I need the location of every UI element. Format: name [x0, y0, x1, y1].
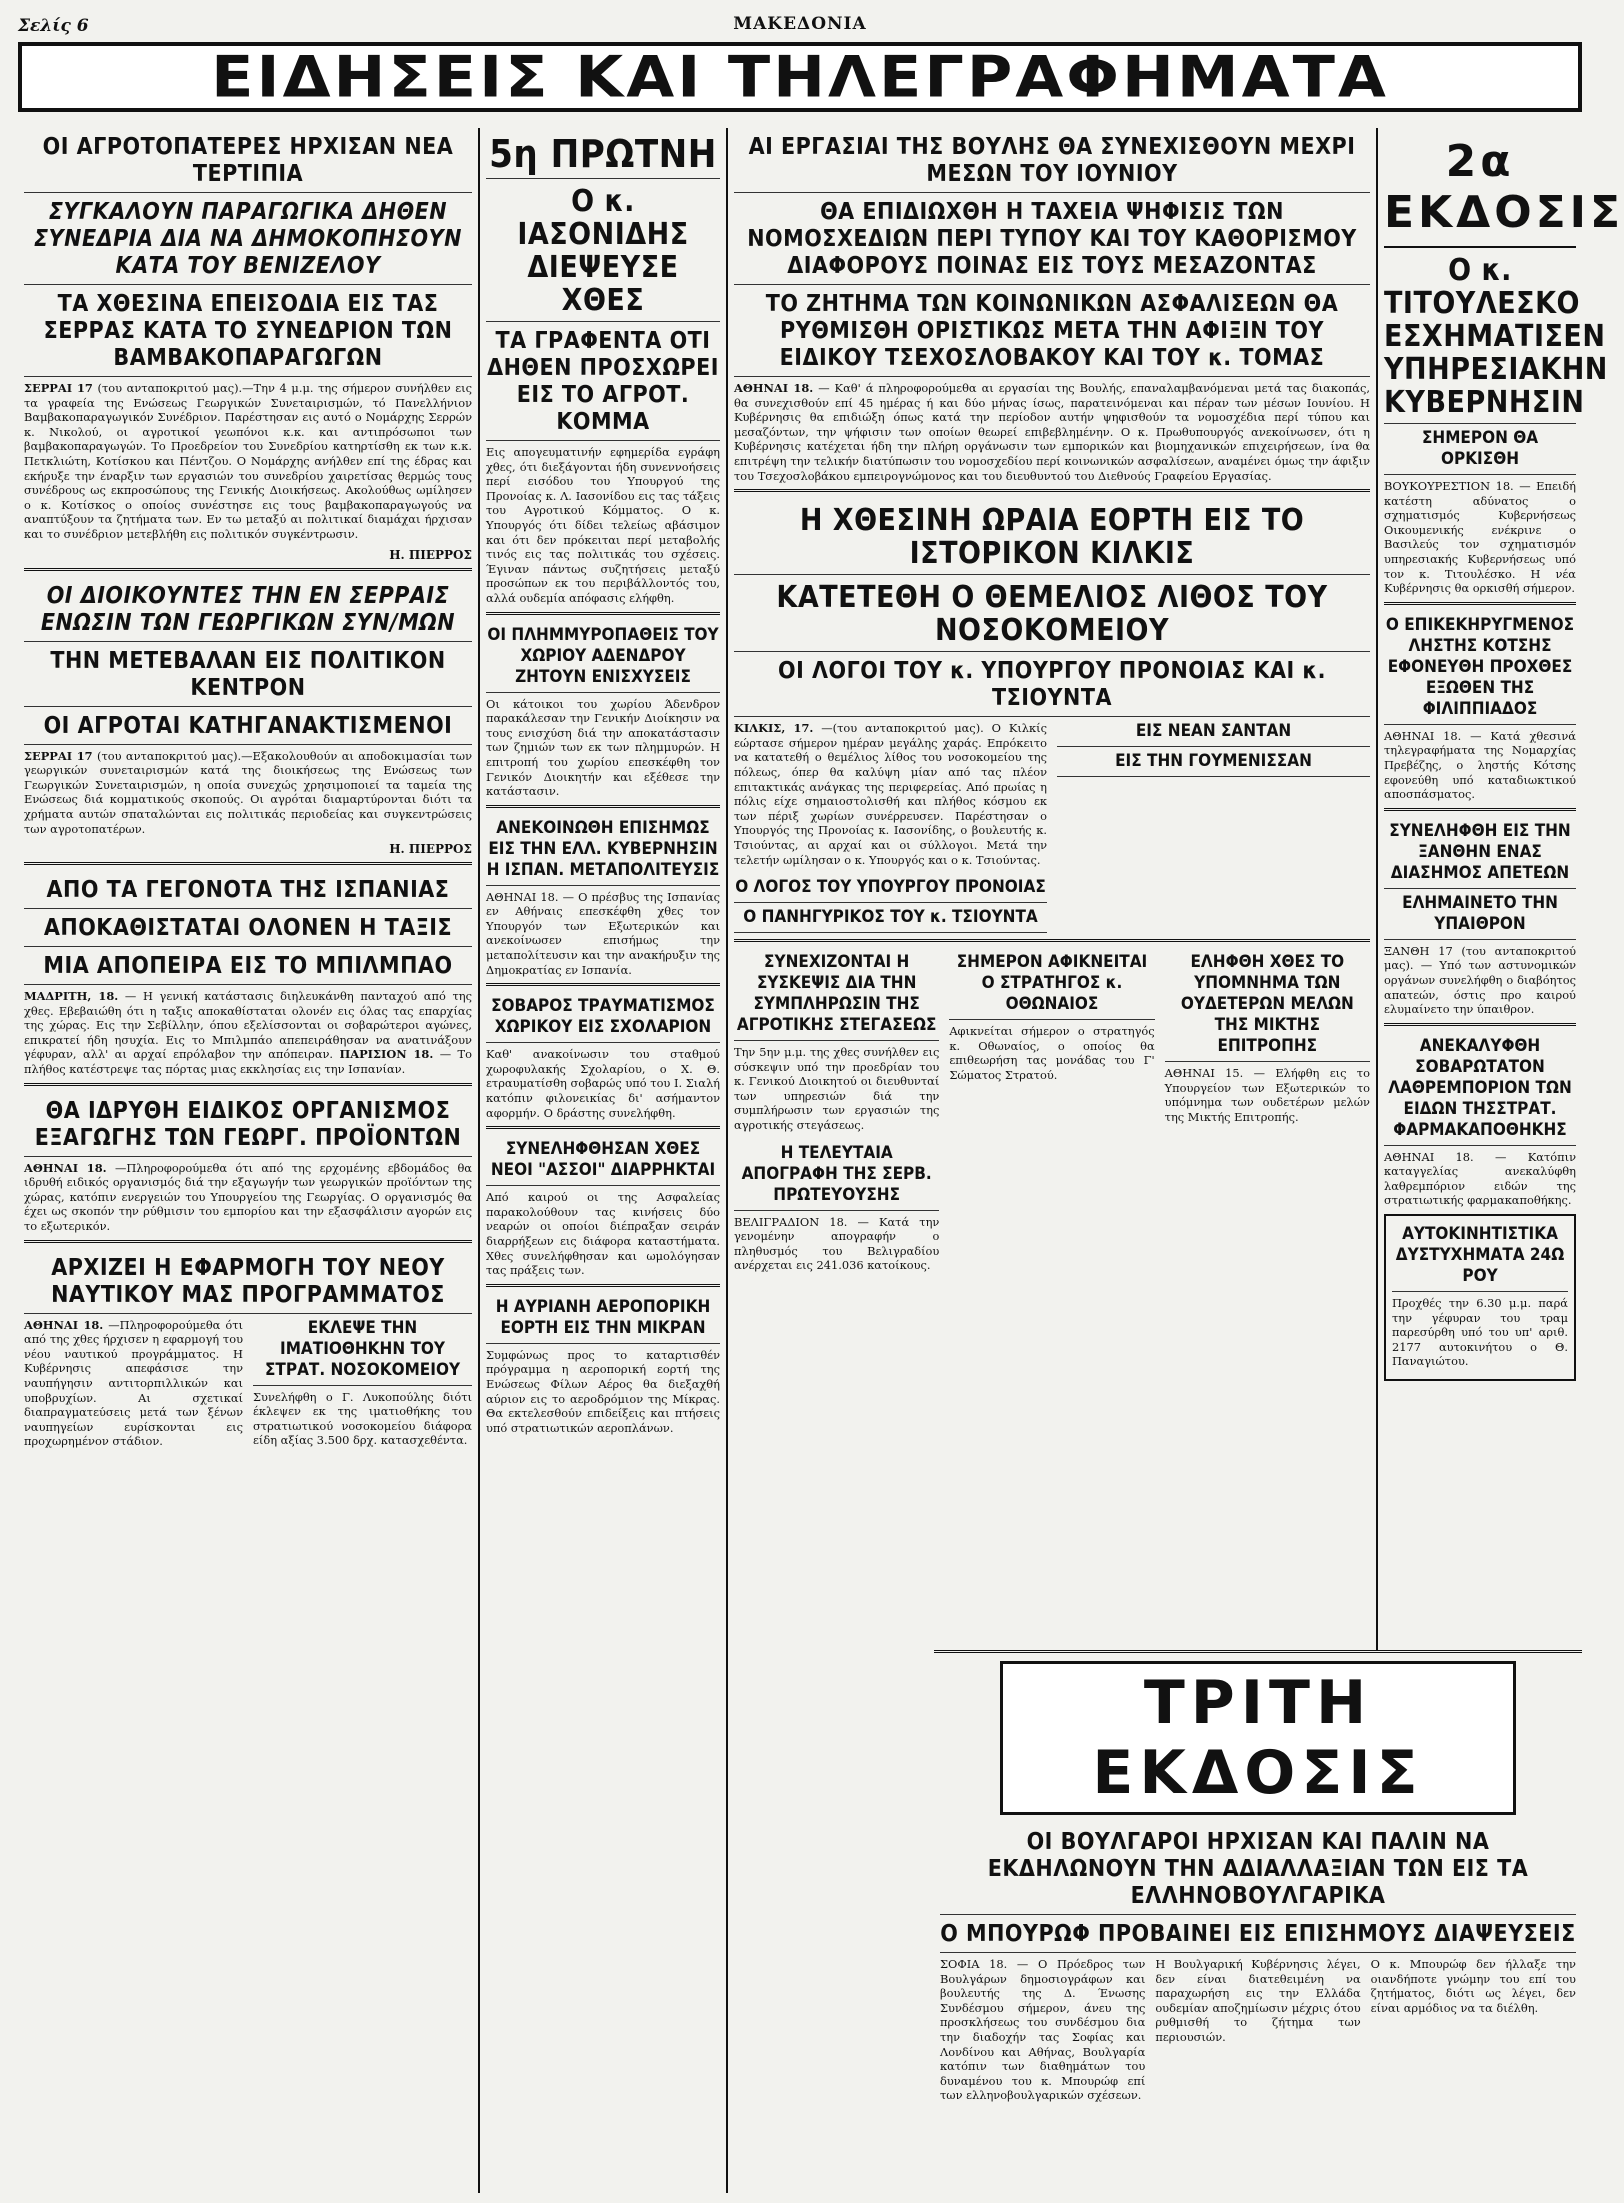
article-body [24, 1318, 243, 1449]
article-text: (του ανταποκριτού μας).—Εξακολουθούν αι αποδοκιμασίαι των γεωργικών συνεταιρισμών κατά της διοικήσεως της Ενώσεως των Γεωργικών Συνεταιρισμών, η οποία συνεχώς χρησιμοποιεί τα ταμεία της Ενώσεως διά κομματικούς σκοπούς. Οι αγρόται διαμαρτύρονται διότι τα χρήματα αυτών σπαταλώνται εις πολιτικάς περιοδείας και συγκεντρώσεις των αγροτοπατέρων. [24, 748, 472, 836]
subheading: Ο ΛΟΓΟΣ ΤΟΥ ΥΠΟΥΡΓΟΥ ΠΡΟΝΟΙΑΣ [734, 873, 1047, 903]
text-column [734, 717, 1047, 933]
edition-banner: 2α ΕΚΔΟΣΙΣ [1384, 128, 1576, 248]
article-body [24, 381, 472, 542]
dateline: ΚΙΛΚΙΣ, 17. [734, 721, 814, 736]
article-text: Ο κ. Μπουρώφ δεν ήλλαξε την οιανδήποτε γνώμην του επί του ζητήματος, διότι ως λέγει, δεν είναι αρμόδιος να τα διέλθη. [1370, 1957, 1576, 2015]
headline: ΘΑ ΕΠΙΔΙΩΧΘΗ Η ΤΑΧΕΙΑ ΨΗΦΙΣΙΣ ΤΩΝ ΝΟΜΟΣΧΕΔΙΩΝ ΠΕΡΙ ΤΥΠΟΥ ΚΑΙ ΤΟΥ ΚΑΘΟΡΙΣΜΟΥ ΔΙΑΦΟΡΟΥΣ ΠΟΙΝΑΣ ΕΙΣ ΤΟΥΣ ΜΕΣΑΖΟΝΤΑΣ [734, 193, 1370, 285]
headline: ΤΑ ΓΡΑΦΕΝΤΑ ΟΤΙ ΔΗΘΕΝ ΠΡΟΣΧΩΡΕΙ ΕΙΣ ΤΟ ΑΓΡΟΤ. ΚΟΜΜΑ [486, 322, 720, 441]
article-text: —Πληροφορούμεθα ότι από της χθες ήρχισεν η εφαρμογή του νέου ναυτικού προγράμματος. Η Κυβέρνησις απεφάσισε την ναυπήγησιν αντιτορπιλλικών και υποβρυχίων. Αι σχετικαί διαπραγματεύσεις μετά των ξένων ναυπηγείων ευρίσκονται εις προχωρημένον στάδιον. [24, 1317, 243, 1449]
headline: ΜΙΑ ΑΠΟΠΕΙΡΑ ΕΙΣ ΤΟ ΜΠΙΛΜΠΑΟ [24, 947, 472, 985]
headline: Ο ΜΠΟΥΡΩΦ ΠΡΟΒΑΙΝΕΙ ΕΙΣ ΕΠΙΣΗΜΟΥΣ ΔΙΑΨΕΥΣΕΙΣ [940, 1915, 1576, 1953]
headline: ΤΟ ΖΗΤΗΜΑ ΤΩΝ ΚΟΙΝΩΝΙΚΩΝ ΑΣΦΑΛΙΣΕΩΝ ΘΑ ΡΥΘΜΙΣΘΗ ΟΡΙΣΤΙΚΩΣ ΜΕΤΑ ΤΗΝ ΑΦΙΞΙΝ ΤΟΥ ΕΙΔΙΚΟΥ ΤΣΕΧΟΣΛΟΒΑΚΟΥ ΚΑΙ ΤΟΥ κ. ΤΟΜΑΣ [734, 285, 1370, 377]
article-text: Προχθές την 6.30 μ.μ. παρά την γέφυραν του τραμ παρεσύρθη υπό του υπ' αριθ. 2177 αυτοκινήτου ο Θ. Παναγιώτου. [1392, 1296, 1568, 1369]
headline: ΟΙ ΑΓΡΟΤΟΠΑΤΕΡΕΣ ΗΡΧΙΣΑΝ ΝΕΑ ΤΕΡΤΙΠΙΑ [24, 128, 472, 193]
subheading: Ο ΠΑΝΗΓΥΡΙΚΟΣ ΤΟΥ κ. ΤΣΙΟΥΝΤΑ [734, 903, 1047, 933]
article-text: ΒΟΥΚΟΥΡΕΣΤΙΟΝ 18. — Επειδή κατέστη αδύνατος ο σχηματισμός Κυβερνήσεως Οικουμενικής ενέκρινε ο Βασιλεύς τον σχηματισμόν υπηρεσιακής Κυβερνήσεως υπό τον κ. Τιτουλέσκο. Η νέα Κυβέρνησις θα ορκισθή σήμερον. [1384, 479, 1576, 596]
article-text: (του ανταποκριτού μας).—Την 4 μ.μ. της σήμερον συνήλθεν εις τα γραφεία της Ενώσεως Γεωργικών Συνεταιρισμών, τό Πανελλήνιον Βαμβακοπαραγωγικόν Συνέδριον. Παρέστησαν εις αυτό ο Νομάρχης Σερρών κ. Νικολού, οι αγροτικοί γεωπόνοι κ.κ. και αντιπρόσωποι των βαμβακοπαραγωγών. Το Προεδρείον του Συνεδρίου κατηρτίσθη εκ των κ.κ. Πετκλιώτη, Κοτίσκου και Πέντζου. Ο Νομάρχης ανήλθεν επί της έδρας και εκήρυξε την έναρξιν των εργασιών του συνεδρίου χαιρετίσας θερμώς τους συνέδρους ως εκπροσώπους της Γενικής Διοικήσεως. Ακολούθως ωμίλησεν ο κ. Κοτίσκος ο οποίος συνέστησε εις τους βαμβακοπαραγωγούς να αναπτύξουν τα ζητήματα των. Εν τω μεταξύ αι πολιτικαί διαμάχαι ήρχισαν και το συνέδριον μετεβλήθη εις πολιτικόν συγκέντρωσιν. [24, 381, 472, 541]
headline: ΕΛΗΦΘΗ ΧΘΕΣ ΤΟ ΥΠΟΜΝΗΜΑ ΤΩΝ ΟΥΔΕΤΕΡΩΝ ΜΕΛΩΝ ΤΗΣ ΜΙΚΤΗΣ ΕΠΙΤΡΟΠΗΣ [1165, 948, 1370, 1062]
headline: Η ΧΘΕΣΙΝΗ ΩΡΑΙΑ ΕΟΡΤΗ ΕΙΣ ΤΟ ΙΣΤΟΡΙΚΟΝ ΚΙΛΚΙΣ [734, 498, 1370, 575]
dateline: ΑΘΗΝΑΙ 18. [24, 1160, 107, 1175]
article-text: Από καιρού οι της Ασφαλείας παρακολούθουν τας κινήσεις δύο νεαρών οι οποίοι διέπραξαν σειράν διαρρήξεων εις διάφορα καταστήματα. Χθες συνελήφθησαν και ωμολόγησαν τας πράξεις των. [486, 1190, 720, 1278]
headline: ΟΙ ΠΛΗΜΜΥΡΟΠΑΘΕΙΣ ΤΟΥ ΧΩΡΙΟΥ ΑΔΕΝΔΡΟΥ ΖΗΤΟΥΝ ΕΝΙΣΧΥΣΕΙΣ [486, 621, 720, 693]
newspaper-page [18, 10, 1624, 2193]
headline: ΟΙ ΔΙΟΙΚΟΥΝΤΕΣ ΤΗΝ ΕΝ ΣΕΡΡΑΙΣ ΕΝΩΣΙΝ ΤΩΝ ΓΕΩΡΓΙΚΩΝ ΣΥΝ/ΜΩΝ [24, 577, 472, 642]
masthead-title: ΕΙΔΗΣΕΙΣ ΚΑΙ ΤΗΛΕΓΡΑΦΗΜΑΤΑ [211, 42, 1389, 111]
article-text: — Καθ' ά πληροφορούμεθα αι εργασίαι της Βουλής, επαναλαμβανόμεναι μετά τας διακοπάς, θα συνεχισθούν επί 45 ημέρας ή και δύο μήνας ίσως, παρατεινόμεναι και πέραν των μέσων Ιουνίου. Η Κυβέρνησις θα επιδιώξη όπως κατά την περίοδον αυτήν ψηφισθούν τα νομοσχέδια περί τύπου και μεσαζόντων, την ψήφισιν των οποίων θεωρεί επιβεβλημένην. Ο κ. Πρωθυπουργός ανεκοίνωσεν, ότι η Κυβέρνησις κατέχεται ήδη την πλήρη οργάνωσιν των εμπορικών και βιομηχανικών επιχειρήσεων, ίνα θα επιτρέψη την τελικήν διατύπωσιν του νομοσχεδίου περί κοινωνικών ασφαλίσεων, αναμένει όμως την άφιξιν του Τσεχοσλοβάκου εμπειρογνώμονος και του διευθυντού του Διεθνούς Γραφείου Εργασίας. [734, 381, 1370, 483]
headline: ΑΝΕΚΑΛΥΦΘΗ ΣΟΒΑΡΩΤΑΤΟΝ ΛΑΘΡΕΜΠΟΡΙΟΝ ΤΩΝ ΕΙΔΩΝ ΤΗΣΣΤΡΑΤ. ΦΑΡΜΑΚΑΠΟΘΗΚΗΣ [1384, 1032, 1576, 1146]
signature: Η. ΠΙΕΡΡΟΣ [389, 547, 472, 562]
article-text: Την 5ην μ.μ. της χθες συνήλθεν εις σύσκεψιν υπό την προεδρίαν του κ. Γενικού Διοικητού οι διευθυνταί των υπηρεσιών διά την συμπλήρωσιν των εργασιών της αγροτικής στεγάσεως. [734, 1045, 940, 1133]
article-text: ΑΘΗΝΑΙ 18. — Κατόπιν καταγγελίας ανεκαλύφθη λαθρεμπόριον ειδών της στρατιωτικής φαρμακαποθήκης. [1384, 1149, 1576, 1208]
top-line [18, 10, 1582, 42]
dateline: ΣΕΡΡΑΙ 17 [24, 381, 93, 395]
headline: Ο κ. ΙΑΣΟΝΙΔΗΣ ΔΙΕΨΕΥΣΕ ΧΘΕΣ [486, 179, 720, 322]
column-2 [480, 128, 728, 2193]
subheading: ΕΙΣ ΝΕΑΝ ΣΑΝΤΑΝ [1057, 717, 1370, 747]
headline: ΟΙ ΒΟΥΛΓΑΡΟΙ ΗΡΧΙΣΑΝ ΚΑΙ ΠΑΛΙΝ ΝΑ ΕΚΔΗΛΩΝΟΥΝ ΤΗΝ ΑΔΙΑΛΛΑΞΙΑΝ ΤΩΝ ΕΙΣ ΤΑ ΕΛΛΗΝΟΒΟΥΛΓΑΡΙΚΑ [940, 1823, 1576, 1915]
article-text: Η Βουλγαρική Κυβέρνησις λέγει, δεν είναι διατεθειμένη να παραχωρήση εις την Ελλάδα ουδεμίαν αποζημίωσιν μέχρις ότου ρυθμισθή το ζήτημα των περιουσιών. [1155, 1957, 1361, 2044]
article-text: — Το πλήθος κατέστρεψε τας πόρτας μιας εκκλησίας εις την Ισπανίαν. [24, 1047, 473, 1077]
headline: ΑΥΤΟΚΙΝΗΤΙΣΤΙΚΑ ΔΥΣΤΥΧΗΜΑΤΑ 24Ω ΡΟΥ [1392, 1220, 1568, 1292]
page-number: Σελίς 6 [18, 16, 89, 36]
headline: ΟΙ ΑΓΡΟΤΑΙ ΚΑΤΗΓΑΝΑΚΤΙΣΜΕΝΟΙ [24, 707, 472, 745]
dateline: ΑΘΗΝΑΙ 18. [734, 381, 814, 395]
dateline: ΠΑΡΙΣΙΟΝ 18. [339, 1047, 434, 1062]
headline: ΣΟΒΑΡΟΣ ΤΡΑΥΜΑΤΙΣΜΟΣ ΧΩΡΙΚΟΥ ΕΙΣ ΣΧΟΛΑΡΙΟΝ [486, 992, 720, 1043]
two-column-text [24, 1314, 472, 1455]
dateline: ΜΑΔΡΙΤΗ, 18. [24, 989, 119, 1004]
edition-banner: ΤΡΙΤΗ ΕΚΔΟΣΙΣ [1000, 1661, 1516, 1815]
text-column [1057, 717, 1370, 933]
three-briefs [734, 948, 1370, 1279]
article-text: ΑΘΗΝΑΙ 18. — Κατά χθεσινά τηλεγραφήματα της Νομαρχίας Πρεβέζης, ο ληστής Κότσης εφονεύθη υπό καταδιωκτικού αποσπάσματος. [1384, 728, 1576, 802]
third-edition-block [934, 1650, 1582, 2193]
dateline: ΑΘΗΝΑΙ 18. [24, 1317, 104, 1332]
headline: ΤΗΝ ΜΕΤΕΒΑΛΑΝ ΕΙΣ ΠΟΛΙΤΙΚΟΝ ΚΕΝΤΡΟΝ [24, 642, 472, 707]
headline: ΣΥΝΕΧΙΖΟΝΤΑΙ Η ΣΥΣΚΕΨΙΣ ΔΙΑ ΤΗΝ ΣΥΜΠΛΗΡΩΣΙΝ ΤΗΣ ΑΓΡΟΤΙΚΗΣ ΣΤΕΓΑΣΕΩΣ [734, 948, 939, 1041]
headline: ΣΥΝΕΛΗΦΘΗ ΕΙΣ ΤΗΝ ΞΑΝΘΗΝ ΕΝΑΣ ΔΙΑΣΗΜΟΣ ΑΠΕΤΕΩΝ [1384, 817, 1576, 889]
headline: ΕΛΗΜΑΙΝΕΤΟ ΤΗΝ ΥΠΑΙΘΡΟΝ [1384, 889, 1576, 940]
headline: ΕΚΛΕΨΕ ΤΗΝ ΙΜΑΤΙΟΘΗΚΗΝ ΤΟΥ ΣΤΡΑΤ. ΝΟΣΟΚΟΜΕΙΟΥ [253, 1314, 472, 1386]
article-text: —Πληροφορούμεθα ότι από της ερχομένης εβδομάδος θα ιδρυθή ειδικός οργανισμός διά την εξαγωγήν των γεωργικών προϊόντων της χώρας, κατόπιν ενεργειών του Υπουργείου της Γεωργίας. Ο οργανισμός θα έχει ως σκοπόν την ρύθμισιν του εμπορίου και την εξασφάλισιν αγορών εις το εξωτερικόν. [24, 1160, 472, 1234]
headline: ΣΥΓΚΑΛΟΥΝ ΠΑΡΑΓΩΓΙΚΑ ΔΗΘΕΝ ΣΥΝΕΔΡΙΑ ΔΙΑ ΝΑ ΔΗΜΟΚΟΠΗΣΟΥΝ ΚΑΤΑ ΤΟΥ ΒΕΝΙΖΕΛΟΥ [24, 193, 472, 285]
article-text: Συμφώνως προς το καταρτισθέν πρόγραμμα η αεροπορική εορτή της Ενώσεως Φίλων Αέρος θα διεξαχθή αύριον εις το αεροδρόμιον της Μίκρας. Θα εκτελεσθούν επιδείξεις και πτήσεις υπό στρατιωτικών αεροπλάνων. [486, 1347, 720, 1435]
headline: Ο κ. ΤΙΤΟΥΛΕΣΚΟ ΕΣΧΗΜΑΤΙΣΕΝ ΥΠΗΡΕΣΙΑΚΗΝ ΚΥΒΕΡΝΗΣΙΝ [1384, 248, 1576, 424]
section-masthead [18, 42, 1582, 112]
article-body [24, 749, 472, 837]
article-text: Εις απογευματινήν εφημερίδα εγράφη χθες, ότι διεξάγονται ήδη συνεννοήσεις περί εισόδου του Υπουργού της Προνοίας κ. Λ. Ιασονίδου εις τας τάξεις του Αγροτικού Κόμματος. Ο κ. Υπουργός ότι δίδει τελείως αβάσιμον και ότι δεν πρόκειται περί μεταβολής τινός εις τας πολιτικάς του σχέσεις. Έγιναν πάντως συζητήσεις μεταξύ προσώπων εκ του περιβάλλοντός του, αλλά ουδεμία απόφασις ελήφθη. [486, 445, 720, 605]
brief [1165, 948, 1370, 1279]
sub-article [253, 1314, 472, 1455]
headline: Η ΤΕΛΕΥΤΑΙΑ ΑΠΟΓΡΑΦΗ ΤΗΣ ΣΕΡΒ. ΠΡΩΤΕΥΟΥΣΗΣ [734, 1139, 939, 1211]
headline: ΣΥΝΕΛΗΦΘΗΣΑΝ ΧΘΕΣ ΝΕΟΙ "ΑΣΣΟΙ" ΔΙΑΡΡΗΚΤΑΙ [486, 1135, 720, 1186]
headline: Η ΑΥΡΙΑΝΗ ΑΕΡΟΠΟΡΙΚΗ ΕΟΡΤΗ ΕΙΣ ΤΗΝ ΜΙΚΡΑΝ [486, 1293, 720, 1344]
headline: ΑΙ ΕΡΓΑΣΙΑΙ ΤΗΣ ΒΟΥΛΗΣ ΘΑ ΣΥΝΕΧΙΣΘΟΥΝ ΜΕΧΡΙ ΜΕΣΩΝ ΤΟΥ ΙΟΥΝΙΟΥ [734, 128, 1370, 193]
headline: ΟΙ ΛΟΓΟΙ ΤΟΥ κ. ΥΠΟΥΡΓΟΥ ΠΡΟΝΟΙΑΣ ΚΑΙ κ. ΤΣΙΟΥΝΤΑ [734, 652, 1370, 717]
article-text: Καθ' ανακοίνωσιν του σταθμού χωροφυλακής Σχολαρίου, ο Χ. Θ. ετραυματίσθη σοβαρώς υπό του Ι. Σιαλή κατόπιν φιλονεικίας δι' ασήμαντον αφορμήν. Ο δράστης συνελήφθη. [486, 1047, 720, 1120]
article-text: Συνελήφθη ο Γ. Λυκοπούλης διότι έκλεψεν εκ της ιματιοθήκης του στρατιωτικού νοσοκομείου διάφορα είδη αξίας 3.500 δρχ. κατασχεθέντα. [253, 1389, 472, 1448]
headline: ΣΗΜΕΡΟΝ ΑΦΙΚΝΕΙΤΑΙ Ο ΣΤΡΑΤΗΓΟΣ κ. ΟΘΩΝΑΙΟΣ [949, 948, 1154, 1020]
headline: 5η ΠΡΩΤΝΗ [486, 128, 720, 179]
article-body [734, 381, 1370, 483]
two-column-text [734, 717, 1370, 933]
article-text: Αφικνείται σήμερον ο στρατηγός κ. Οθωναίος, ο οποίος θα επιθεωρήση τας μονάδας του Γ' Σώματος Στρατού. [949, 1024, 1155, 1082]
headline: ΑΝΕΚΟΙΝΩΘΗ ΕΠΙΣΗΜΩΣ ΕΙΣ ΤΗΝ ΕΛΛ. ΚΥΒΕΡΝΗΣΙΝ Η ΙΣΠΑΝ. ΜΕΤΑΠΟΛΙΤΕΥΣΙΣ [486, 814, 720, 886]
headline: ΤΑ ΧΘΕΣΙΝΑ ΕΠΕΙΣΟΔΙΑ ΕΙΣ ΤΑΣ ΣΕΡΡΑΣ ΚΑΤΑ ΤΟ ΣΥΝΕΔΡΙΟΝ ΤΩΝ ΒΑΜΒΑΚΟΠΑΡΑΓΩΓΩΝ [24, 285, 472, 377]
headline: ΚΑΤΕΤΕΘΗ Ο ΘΕΜΕΛΙΟΣ ΛΙΘΟΣ ΤΟΥ ΝΟΣΟΚΟΜΕΙΟΥ [734, 575, 1370, 652]
article-text: Οι κάτοικοι του χωρίου Άδενδρον παρακάλεσαν την Γενικήν Διοίκησιν να τους ενισχύση διά την αποκατάστασιν των ζημιών των εκ των πλημμυρών. Η επιτροπή του χωρίου επεσκέφθη τον Γενικόν Διοικητήν και εξέθεσε την κατάστασιν. [486, 696, 720, 799]
headline: ΑΠΟΚΑΘΙΣΤΑΤΑΙ ΟΛΟΝΕΝ Η ΤΑΞΙΣ [24, 909, 472, 947]
brief [949, 948, 1154, 1279]
dateline: ΣΕΡΡΑΙ 17 [24, 748, 93, 763]
column-1 [18, 128, 480, 2193]
signature: Η. ΠΙΕΡΡΟΣ [389, 842, 472, 857]
headline: ΣΗΜΕΡΟΝ ΘΑ ΟΡΚΙΣΘΗ [1384, 424, 1576, 475]
boxed-article [1384, 1214, 1576, 1381]
headline: ΑΡΧΙΖΕΙ Η ΕΦΑΡΜΟΓΗ ΤΟΥ ΝΕΟΥ ΝΑΥΤΙΚΟΥ ΜΑΣ ΠΡΟΓΡΑΜΜΑΤΟΣ [24, 1249, 472, 1314]
subheading: ΕΙΣ ΤΗΝ ΓΟΥΜΕΝΙΣΣΑΝ [1057, 747, 1370, 777]
article-text: ΞΑΝΘΗ 17 (του ανταποκριτού μας). — Υπό των αστυνομικών οργάνων συνελήφθη ο διαβόητος απατεών, όστις προ καιρού ελυμαίνετο την ύπαιθρον. [1384, 943, 1576, 1017]
three-column-text [940, 1953, 1576, 2109]
headline: ΘΑ ΙΔΡΥΘΗ ΕΙΔΙΚΟΣ ΟΡΓΑΝΙΣΜΟΣ ΕΞΑΓΩΓΗΣ ΤΩΝ ΓΕΩΡΓ. ΠΡΟΪΟΝΤΩΝ [24, 1092, 472, 1157]
article-text: ΑΘΗΝΑΙ 18. — Ο πρέσβυς της Ισπανίας εν Αθήναις επεσκέφθη χθες τον Υπουργόν των Εξωτερικών και ανεκοίνωσεν επισήμως την μεταπολίτευσιν και την ανακήρυξιν της Δημοκρατίας εν Ισπανία. [486, 889, 720, 977]
article-text: —(του ανταποκριτού μας). Ο Κιλκίς εώρτασε σήμερον ημέραν μεγάλης χαράς. Επρόκειτο να κατατεθή ο θεμέλιος λίθος του νοσοκομείου της πόλεως, όπερ θα καλύψη μίαν από τας πλέον επιτακτικάς ανάγκας της περιφερείας. Από πρωίας η πόλις είχε σημαιοστολισθή και πλήθος κόσμου εκ των πέριξ χωρίων συνέρρευσεν. Παρέστησαν ο Υπουργός της Προνοίας κ. Ιασονίδης, ο βουλευτής κ. Τσιούντας, αι αρχαί και οι σύλλογοι. Μετά την τελετήν ωμίλησαν ο κ. Υπουργός και ο κ. Τσιούντας. [734, 721, 1047, 867]
article-text: ΣΟΦΙΑ 18. — Ο Πρόεδρος των Βουλγάρων δημοσιογράφων και βουλευτής της Δ. Ένωσης Συνδέσμου σήμερον, άνευ της προσκλήσεως του συνδέσμου δια την διαδοχήν τας Σοφίας και Λονδίνου και Αθήνας, Βουλγαρία κατόπιν των διαθημάτων του δυναμένου του κ. Μπουρώφ επί των ελληνοβουλγαρικών σχέσεων. [940, 1957, 1146, 2103]
article-body [24, 989, 472, 1077]
brief [734, 948, 939, 1279]
headline: ΑΠΟ ΤΑ ΓΕΓΟΝΟΤΑ ΤΗΣ ΙΣΠΑΝΙΑΣ [24, 871, 472, 909]
article-text: ΑΘΗΝΑΙ 15. — Ελήφθη εις το Υπουργείον των Εξωτερικών το υπόμνημα των ουδετέρων μελών της Μικτής Επιτροπής. [1164, 1066, 1370, 1124]
article-text: — Η γενική κατάστασις διηλευκάνθη πανταχού από της χθες. Εβεβαιώθη ότι η ταξις αποκαθίσταται ολονέν εις όλας τας επαρχίας της χώρας. Εις την Σεβίλλην, όπου εξελίσσονται οι σοβαρώτεροι αγώνες, επικρατεί ήδη ησυχία. Εις το Μπιλμπάο απεπειράθησαν να ανατινάξουν γέφυραν, αλλ' αι αρχαί επρόλαβον την απόπειραν. [24, 989, 473, 1062]
paper-name: ΜΑΚΕΔΟΝΙΑ [733, 14, 867, 34]
headline: Ο ΕΠΙΚΕΚΗΡΥΓΜΕΝΟΣ ΛΗΣΤΗΣ ΚΟΤΣΗΣ ΕΦΟΝΕΥΘΗ ΠΡΟΧΘΕΣ ΕΞΩΘΕΝ ΤΗΣ ΦΙΛΙΠΠΙΑΔΟΣ [1384, 611, 1576, 725]
article-body [24, 1161, 472, 1234]
article-body [734, 721, 1047, 867]
article-text: ΒΕΛΙΓΡΑΔΙΟΝ 18. — Κατά την γενομένην απογραφήν ο πληθυσμός του Βελιγραδίου ανέρχεται εις 241.036 κατοίκους. [734, 1214, 940, 1273]
